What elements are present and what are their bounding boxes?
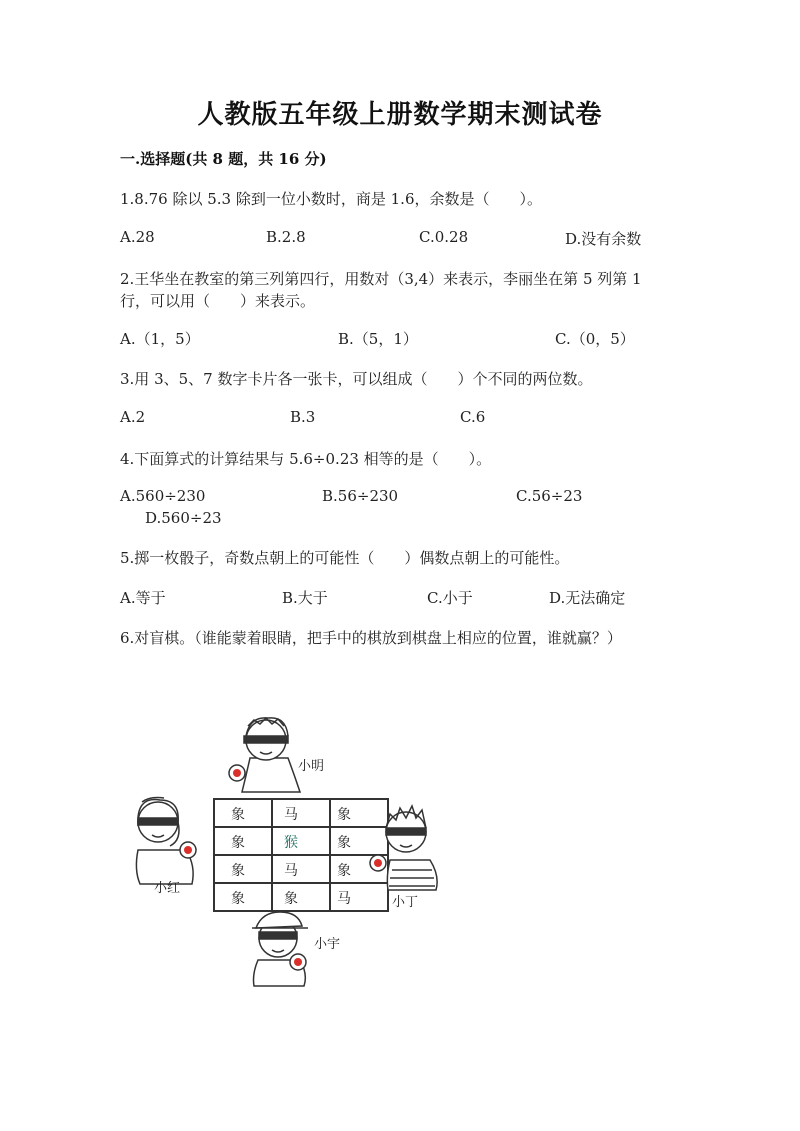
board-cell-r2c3: 象 xyxy=(337,835,351,851)
board-cell-r2c2: 猴 xyxy=(284,835,298,851)
board-cell-r3c2: 马 xyxy=(284,863,298,879)
kid-right-name: 小丁 xyxy=(392,895,419,910)
board-cell-r2c1: 象 xyxy=(231,835,245,851)
question-1-option-c: C.0.28 xyxy=(419,228,469,246)
question-2-text-line-2: 行，可以用（ ）来表示。 xyxy=(120,292,316,310)
kid-right-illustration xyxy=(370,806,437,890)
question-1-option-b: B.2.8 xyxy=(266,228,306,246)
question-6-text: 6.对盲棋。（谁能蒙着眼睛，把手中的棋放到棋盘上相应的位置，谁就赢？） xyxy=(120,629,622,647)
kid-left-name: 小红 xyxy=(154,881,181,896)
question-4-option-b: B.56÷230 xyxy=(322,487,399,505)
question-2-option-c: C.（0，5） xyxy=(555,330,635,348)
question-4-option-a: A.560÷230 xyxy=(120,487,206,505)
question-3-option-a: A.2 xyxy=(120,408,146,426)
question-4-text: 4.下面算式的计算结果与 5.6÷0.23 相等的是（ ）。 xyxy=(120,450,492,468)
kid-top-illustration xyxy=(229,718,300,792)
question-5-option-b: B.大于 xyxy=(282,589,328,607)
question-5-option-d: D.无法确定 xyxy=(549,589,626,607)
question-5-text: 5.掷一枚骰子，奇数点朝上的可能性（ ）偶数点朝上的可能性。 xyxy=(120,549,570,567)
board-cell-r1c2: 马 xyxy=(284,807,298,823)
kid-top-name: 小明 xyxy=(298,759,325,774)
board-cell-r4c1: 象 xyxy=(231,891,245,907)
question-5-option-c: C.小于 xyxy=(427,589,473,607)
board-cell-r1c1: 象 xyxy=(231,807,245,823)
question-4-option-d: D.560÷23 xyxy=(145,509,222,527)
question-2-option-a: A.（1，5） xyxy=(120,330,200,348)
board-cell-r1c3: 象 xyxy=(337,807,351,823)
board-cell-r3c3: 象 xyxy=(337,863,351,879)
question-1-option-d: D.没有余数 xyxy=(565,230,642,248)
section-heading: 一.选择题(共 8 题，共 16 分) xyxy=(120,150,327,168)
question-2-option-b: B.（5，1） xyxy=(338,330,418,348)
kid-bottom-name: 小宇 xyxy=(314,937,341,952)
kid-bottom-illustration xyxy=(252,912,308,986)
question-5-option-a: A.等于 xyxy=(120,589,166,607)
board-cells xyxy=(231,807,351,907)
question-1-text: 1.8.76 除以 5.3 除到一位小数时，商是 1.6，余数是（ ）。 xyxy=(120,190,542,208)
question-4-option-c: C.56÷23 xyxy=(516,487,583,505)
question-1-option-a: A.28 xyxy=(120,228,155,246)
blind-chess-figure xyxy=(120,700,460,990)
question-3-text: 3.用 3、5、7 数字卡片各一张卡，可以组成（ ）个不同的两位数。 xyxy=(120,370,593,388)
page-title: 人教版五年级上册数学期末测试卷 xyxy=(197,100,603,130)
kid-left-illustration xyxy=(136,798,196,885)
question-3-option-b: B.3 xyxy=(290,408,316,426)
question-3-option-c: C.6 xyxy=(460,408,486,426)
question-2-text-line-1: 2.王华坐在教室的第三列第四行，用数对（3,4）来表示，李丽坐在第 5 列第 1 xyxy=(120,270,642,288)
board-cell-r4c3: 马 xyxy=(337,891,351,907)
board-cell-r4c2: 象 xyxy=(284,891,298,907)
board-cell-r3c1: 象 xyxy=(231,863,245,879)
